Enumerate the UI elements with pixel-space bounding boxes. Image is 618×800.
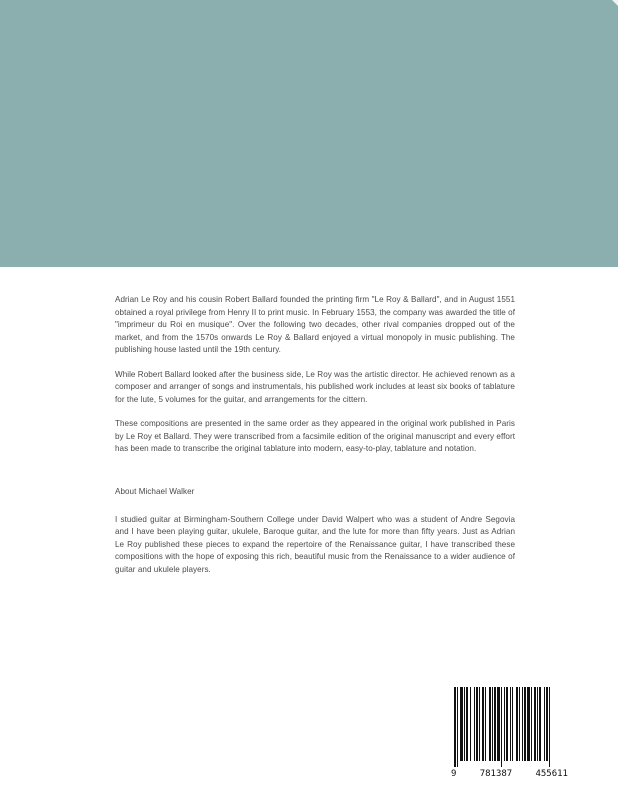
barcode-digit-prefix: 9: [451, 769, 457, 779]
barcode-bar: [485, 687, 486, 761]
barcode-bar: [489, 687, 491, 761]
barcode-digits: [447, 769, 572, 779]
barcode-bar: [516, 687, 518, 761]
barcode-bar: [506, 687, 508, 761]
cover-color-band: [0, 0, 618, 267]
barcode-bar: [512, 687, 513, 761]
about-heading: About Michael Walker: [115, 487, 195, 497]
barcode-bar: [549, 687, 550, 767]
barcode-bar: [504, 687, 505, 761]
isbn-barcode: [447, 684, 572, 778]
barcode-bar: [482, 687, 484, 761]
about-paragraph: I studied guitar at Birmingham-Southern College under David Walpert who was a student of Andre Segovia and I have been playing guitar, ukulele, Baroque guitar, and the lute for more than fifty years. Just as Adrian Le Roy published these pieces to expand the repertoire of the Renaissance guitar, I have transcribed these compositions with the hope of exposing this rich, beautiful music from the Renaissance to a wider audience of guitar and ukulele players.: [115, 514, 515, 574]
barcode-bar: [546, 687, 548, 761]
barcode-digit-group-2: 455611: [535, 769, 568, 779]
barcode-bar: [470, 687, 471, 761]
barcode-bars: [450, 687, 569, 769]
barcode-bar: [492, 687, 493, 761]
barcode-bar: [510, 687, 511, 761]
barcode-bar: [544, 687, 545, 761]
barcode-bar: [531, 687, 532, 761]
barcode-bar: [534, 687, 536, 761]
barcode-bar: [466, 687, 468, 761]
transcription-paragraph: These compositions are presented in the same order as they appeared in the original work published in Paris by Le Roy et Ballard. They were transcribed from a facsimile edition of the original manuscript and every effort has been made to transcribe the original tablature into modern, easy-to-play, tablature and notation.: [115, 419, 515, 454]
barcode-digit-group-1: 781387: [479, 769, 513, 779]
barcode-bar: [476, 687, 478, 761]
barcode-bar: [524, 687, 526, 761]
barcode-bar: [460, 687, 463, 761]
barcode-bar: [497, 687, 500, 761]
barcode-bar: [522, 687, 523, 761]
barcode-bar: [527, 687, 530, 761]
barcode-bar: [464, 687, 465, 761]
barcode-bar: [519, 687, 520, 761]
back-cover-text: [115, 294, 515, 588]
barcode-bar: [474, 687, 475, 761]
barcode-bar: [457, 687, 458, 767]
barcode-bar: [454, 687, 456, 767]
history-paragraph: Adrian Le Roy and his cousin Robert Ballard founded the printing firm "Le Roy & Ballard", and in August 1551 obtained a royal privilege from Henry II to print music. In February 1553, the company was awarded the title of "imprimeur du Roi en musique". Over the following two decades, other rival companies dropped out of the market, and from the 1570s onwards Le Roy & Ballard enjoyed a virtual monopoly in music publishing. The publishing house lasted until the 19th century.: [115, 295, 515, 355]
roles-paragraph: While Robert Ballard looked after the business side, Le Roy was the artistic director. He achieved renown as a composer and arranger of songs and instrumentals, his published work includes at least six books of tablature for the lute, 5 volumes for the guitar, and arrangements for the cittern.: [115, 369, 515, 404]
barcode-bar: [539, 687, 541, 761]
barcode-bar: [501, 687, 502, 767]
barcode-bar: [537, 687, 538, 761]
barcode-bar: [494, 687, 496, 761]
barcode-bar: [479, 687, 480, 761]
page-corner: [612, 0, 618, 6]
